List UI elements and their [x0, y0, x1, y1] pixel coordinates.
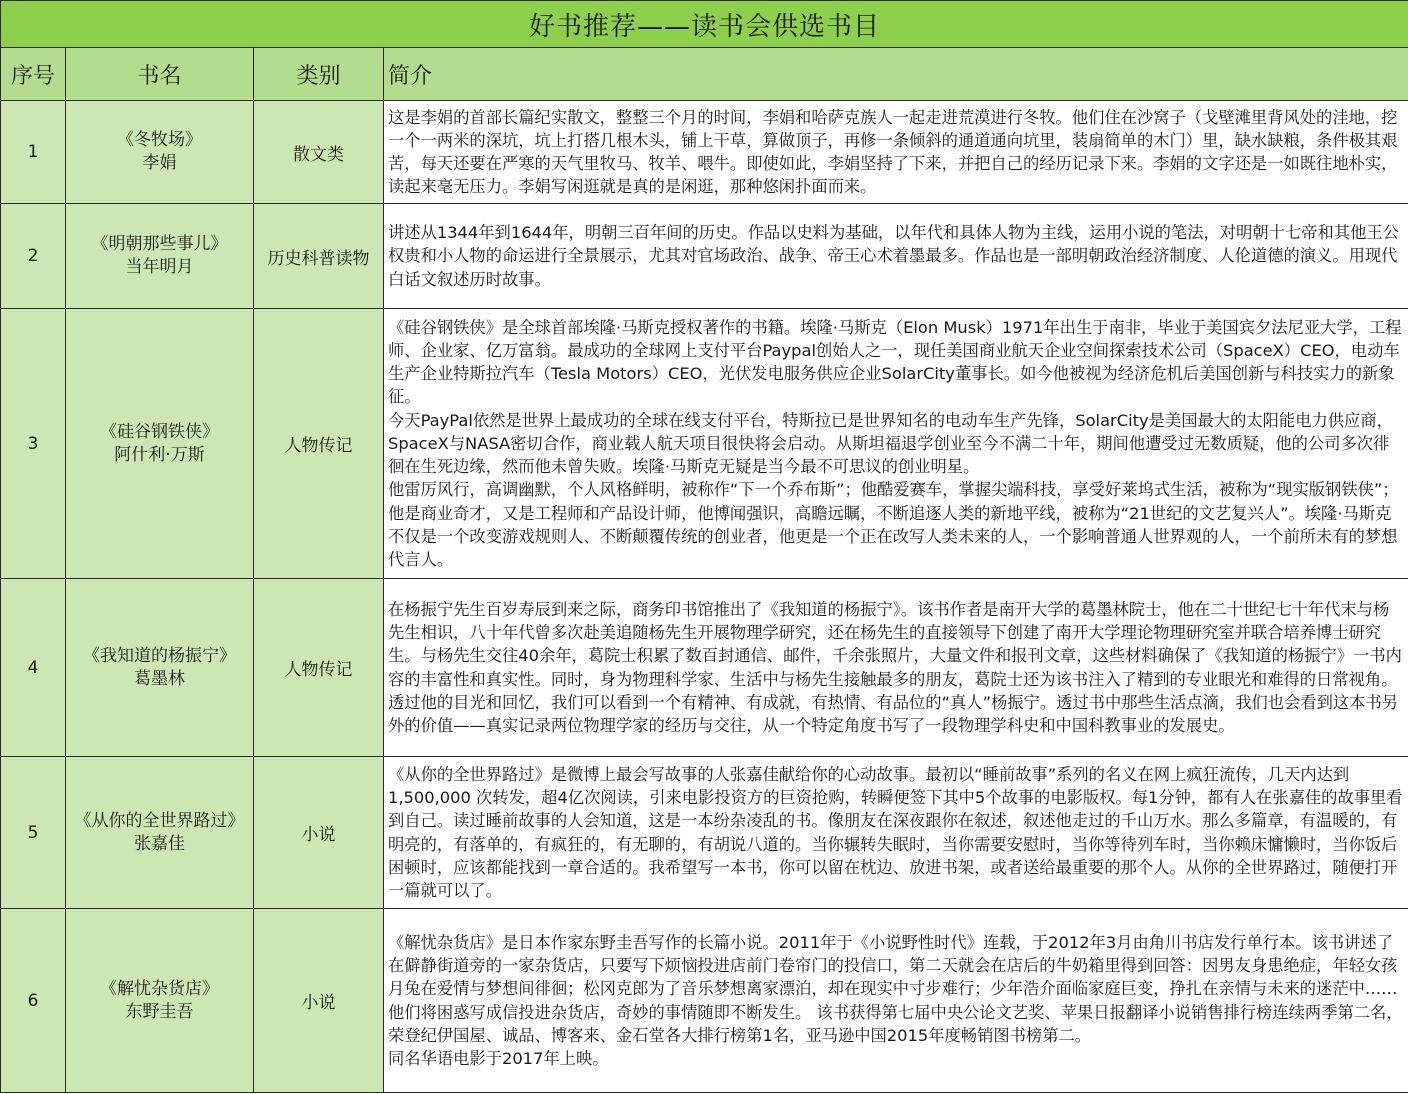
table-row — [1, 204, 1408, 309]
book-title: 《解忧杂货店》 — [100, 978, 219, 999]
book-category: 人物传记 — [254, 309, 384, 579]
book-author: 东野圭吾 — [125, 1001, 194, 1022]
book-cell — [66, 579, 254, 757]
description-paragraph: 《硅谷钢铁侠》是全球首部埃隆·马斯克授权著作的书籍。埃隆·马斯克（Elon Musk）1971年出生于南非，毕业于美国宾夕法尼亚大学，工程师、企业家、亿万富翁。最成功的全球网上支付平台Paypal创始人之一，现任美国商业航天企业空间探索技术公司（SpaceX）CEO，电动车生产企业特斯拉汽车（Tesla Motors）CEO，光伏发电服务供应企业SolarCity董事长。如今他被视为经济危机后美国创新与科技实力的新象征。 — [388, 317, 1402, 407]
book-category: 历史科普读物 — [254, 204, 384, 309]
description-paragraph: 在杨振宁先生百岁寿辰到来之际，商务印书馆推出了《我知道的杨振宁》。该书作者是南开大学的葛墨林院士，他在二十世纪七十年代末与杨先生相识，八十年代曾多次赴美追随杨先生开展物理学研究，还在杨先生的直接领导下创建了南开大学理论物理研究室并联合培养博士研究生。与杨先生交往40余年，葛院士积累了数百封通信、邮件，千余张照片，大量文件和报刊文章，这些材料确保了《我知道的杨振宁》一书内容的丰富性和真实性。同时，身为物理科学家、生活中与杨先生接触最多的朋友，葛院士还为该书注入了精到的专业眼光和难得的日常视角。透过他的目光和回忆，我们可以看到一个有精神、有成就，有热情、有品位的“真人”杨振宁。透过书中那些生活点滴，我们也会看到这本书另外的价值——真实记录两位物理学家的经历与交往，从一个特定角度书写了一段物理学科史和中国科教事业的发展史。 — [388, 599, 1402, 735]
description-paragraph: 讲述从1344年到1644年，明朝三百年间的历史。作品以史料为基础，以年代和具体人物为主线，运用小说的笔法，对明朝十七帝和其他王公权贵和小人物的命运进行全景展示，尤其对官场政治、战争、帝王心术着墨最多。作品也是一部明朝政治经济制度、人伦道德的演义。用现代白话文叙述历时故事。 — [388, 223, 1399, 289]
row-num: 1 — [1, 101, 66, 204]
description-paragraph: 这是李娟的首部长篇纪实散文，整整三个月的时间，李娟和哈萨克族人一起走进荒漠进行冬牧。他们住在沙窝子（戈壁滩里背风处的洼地，挖一个一两米的深坑，坑上打搭几根木头，铺上干草，算做顶子，再修一条倾斜的通道通向坑里，装扇简单的木门）里，缺水缺粮，条件极其艰苦，每天还要在严寒的天气里牧马、牧羊、喂牛。即使如此，李娟坚持了下来，并把自己的经历记录下来。李娟的文字还是一如既往地朴实，读起来毫无压力。李娟写闲逛就是真的是闲逛，那种悠闲扑面而来。 — [388, 107, 1398, 197]
table-row — [1, 909, 1408, 1093]
book-title: 《硅谷钢铁侠》 — [100, 421, 219, 442]
book-description — [384, 204, 1408, 309]
book-title: 《明朝那些事儿》 — [91, 234, 228, 254]
description-paragraph: 同名华语电影于2017年上映。 — [388, 1048, 609, 1068]
row-num: 6 — [1, 909, 66, 1093]
book-author: 张嘉佳 — [134, 833, 185, 854]
table-row — [1, 757, 1408, 909]
book-description — [384, 757, 1408, 909]
description-paragraph: 他雷厉风行，高调幽默，个人风格鲜明，被称作“下一个乔布斯”；他酷爱赛车，掌握尖端科技，享受好莱坞式生活，被称为“现实版钢铁侠”；他是商业奇才，又是工程师和产品设计师，他博闻强识，高瞻远瞩，不断追逐人类的新地平线，被称为“21世纪的文艺复兴人”。埃隆·马斯克不仅是一个改变游戏规则人、不断颠覆传统的创业者，他更是一个正在改写人类未来的人，一个影响普通人世界观的人，一个前所未有的梦想代言人。 — [388, 480, 1399, 569]
book-description — [384, 579, 1408, 757]
row-num: 3 — [1, 309, 66, 579]
page-title: 好书推荐——读书会供选书目 — [1, 1, 1408, 48]
book-author: 当年明月 — [125, 257, 194, 277]
book-category: 散文类 — [254, 101, 384, 204]
book-author: 葛墨林 — [134, 668, 185, 689]
book-description — [384, 101, 1408, 204]
header-name: 书名 — [66, 48, 254, 101]
row-num: 4 — [1, 579, 66, 757]
header-desc: 简介 — [384, 48, 1408, 101]
description-paragraph: 《解忧杂货店》是日本作家东野圭吾写作的长篇小说。2011年于《小说野性时代》连载，于2012年3月由角川书店发行单行本。该书讲述了在僻静街道旁的一家杂货店，只要写下烦恼投进店前门卷帘门的投信口，第二天就会在店后的牛奶箱里得到回答：因男友身患绝症，年轻女孩月兔在爱情与梦想间徘徊；松冈克郎为了音乐梦想离家漂泊，却在现实中寸步难行；少年浩介面临家庭巨变，挣扎在亲情与未来的迷茫中……他们将困惑写成信投进杂货店，奇妙的事情随即不断发生。 该书获得第七届中央公论文艺奖、苹果日报翻译小说销售排行榜连续两季第二名，荣登纪伊国屋、诚品、博客来、金石堂各大排行榜第1名，亚马逊中国2015年度畅销图书榜第二。 — [388, 932, 1403, 1045]
book-cell — [66, 309, 254, 579]
book-description — [384, 909, 1408, 1093]
book-title: 《我知道的杨振宁》 — [83, 645, 236, 666]
book-category: 人物传记 — [254, 579, 384, 757]
description-paragraph: 《从你的全世界路过》是微博上最会写故事的人张嘉佳献给你的心动故事。最初以“睡前故事”系列的名义在网上疯狂流传，几天内达到1,500,000 次转发，超4亿次阅读，引来电影投资方的巨资抢购，转瞬便签下其中5个故事的电影版权。每1分钟，都有人在张嘉佳的故事里看到自己。读过睡前故事的人会知道，这是一本纷杂凌乱的书。像朋友在深夜跟你在叙述，叙述他走过的千山万水。那么多篇章，有温暖的，有明亮的，有落单的，有疯狂的，有无聊的，有胡说八道的。当你辗转失眠时，当你需要安慰时，当你等待列车时，当你赖床慵懒时，当你饭后困顿时，应该都能找到一章合适的。我希望写一本书，你可以留在枕边、放进书架，或者送给最重要的那个人。从你的全世界路过，随便打开一篇就可以了。 — [388, 764, 1403, 900]
row-num: 5 — [1, 757, 66, 909]
book-cell — [66, 909, 254, 1093]
book-title: 《冬牧场》 — [117, 130, 202, 150]
book-title: 《从你的全世界路过》 — [74, 810, 245, 831]
book-author: 李娟 — [142, 153, 177, 173]
book-category: 小说 — [254, 757, 384, 909]
header-num: 序号 — [1, 48, 66, 101]
book-cell — [66, 204, 254, 309]
table-row — [1, 579, 1408, 757]
book-cell — [66, 101, 254, 204]
description-paragraph: 今天PayPal依然是世界上最成功的全球在线支付平台，特斯拉已是世界知名的电动车生产先锋，SolarCity是美国最大的太阳能电力供应商，SpaceX与NASA密切合作，商业载人航天项目很快将会启动。从斯坦福退学创业至今不满二十年，期间他遭受过无数质疑，他的公司多次徘徊在生死边缘，然而他未曾失败。埃隆·马斯克无疑是当今最不可思议的创业明星。 — [388, 410, 1393, 477]
table-row — [1, 309, 1408, 579]
header-category: 类别 — [254, 48, 384, 101]
row-num: 2 — [1, 204, 66, 309]
book-cell — [66, 757, 254, 909]
book-author: 阿什利·万斯 — [114, 444, 205, 465]
book-category: 小说 — [254, 909, 384, 1093]
book-description — [384, 309, 1408, 579]
table-row — [1, 101, 1408, 204]
